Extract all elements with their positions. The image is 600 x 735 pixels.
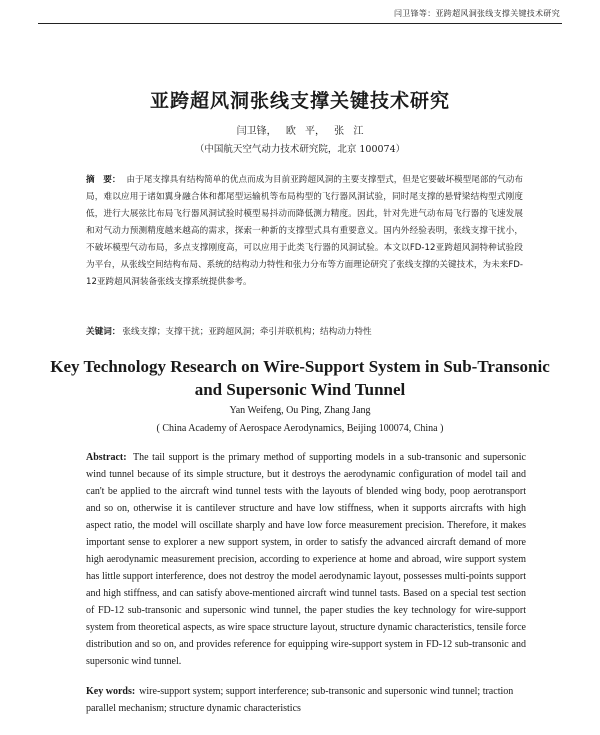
chinese-abstract (86, 172, 523, 291)
english-affiliation: ( China Academy of Aerospace Aerodynamics, Beijing 100074, China ) (156, 423, 444, 434)
chinese-keywords (86, 325, 523, 337)
chinese-keywords-body: 张线支撑；支撑干扰；亚跨超风洞；牵引并联机构；结构动力特性 (122, 327, 372, 337)
english-abstract-body: The tail support is the primary method of supporting models in a sub-transonic and supersonic wind tunnel because of its simple structure, but it destroys the aerodynamic configuration of model tail and can't be applied to the aircraft wind tunnel tests with the layouts of blended wing body, poop aerotransport and so on, otherwise it is cantilever structure and have low stiffness, when it supports aircrafts with high aspect ratio, the model will oscillate sharply and have low force measurement precision. Therefore, it makes important sense to explorer a new support system, in order to satisfy the advanced aircraft demand of more high aerodynamic measurement precision, according to experience at home and abroad, wire support system has little support interference, does not destroy the model aerodynamic layout, possesses multi-points support and high stiffness, and can satisfy above-mentioned aircraft wind tunnel tasts. Based on a special test section of FD-12 sub-transonic and supersonic wind tunnel, the paper studies the key technology for wire-support system from theoretical aspects, as wire space structure layout, structure dynamic characteristics, tensile force distribution and so on, and provides reference for equipping wire-support system in FD-12 sub-transonic and supersonic wind tunnel. (86, 452, 526, 667)
header-rule (38, 23, 562, 24)
running-head: 闫卫锋等：亚跨超风洞张线支撑关键技术研究 (394, 9, 560, 18)
chinese-abstract-body: 由于尾支撑具有结构简单的优点而成为目前亚跨超风洞的主要支撑型式，但是它要破坏模型尾部的气动布局，难以应用于诸如翼身融合体和都尾型运输机等布局构型的飞行器风洞试验，同时尾支撑的悬臂梁结构型式刚度低，进行大展弦比布局飞行器风洞试验时模型易抖动而降低测力精度。因此，针对先进气动布局飞行器的飞速发展和对气动力预测精度越来越高的需求，探索一种新的支撑型式具有重要意义。国内外经验表明，张线支撑干扰小，不破坏模型气动布局，多点支撑刚度高，可以应用于此类飞行器的风洞试验。本文以FD-12亚跨超风洞特种试验段为平台，从张线空间结构布局、系统的结构动力特性和张力分布等方面理论研究了张线支撑的关键技术，为未来FD-12亚跨超风洞装备张线支撑系统提供参考。 (86, 175, 523, 287)
chinese-keywords-label: 关键词： (86, 327, 121, 337)
english-authors: Yan Weifeng, Ou Ping, Zhang Jang (229, 405, 371, 416)
english-keywords (86, 683, 526, 717)
chinese-authors: 闫卫锋， 欧 平， 张 江 (236, 126, 364, 137)
chinese-affiliation: （中国航天空气动力技术研究院，北京 100074） (194, 144, 406, 155)
english-keywords-body: wire-support system; support interference; sub-transonic and supersonic wind tunnel; traction parallel mechanism; structure dynamic characteristics (86, 686, 514, 714)
english-title: Key Technology Research on Wire-Support System in Sub-Transonic and Supersonic Wind Tunnel (50, 357, 550, 399)
english-keywords-label: Key words: (86, 686, 136, 697)
english-abstract-label: Abstract: (86, 452, 127, 463)
chinese-title: 亚跨超风洞张线支撑关键技术研究 (149, 90, 450, 112)
english-abstract (86, 449, 526, 670)
chinese-abstract-label: 摘 要： (86, 175, 121, 185)
